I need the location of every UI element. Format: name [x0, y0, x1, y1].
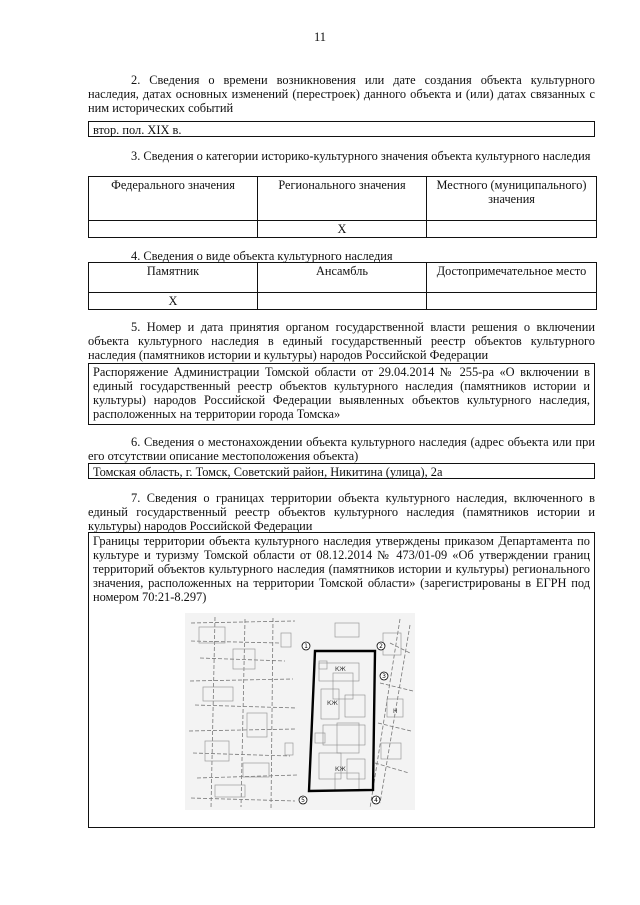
point-5-label: 5: [301, 797, 305, 804]
category-header-row: [89, 177, 597, 221]
point-1-marker: [302, 642, 310, 650]
section-3-heading: 3. Сведения о категории историко-культурного значения объекта культурного наследия: [131, 149, 591, 163]
col-local: Местного (муниципального) значения: [427, 177, 597, 221]
mark-local: [427, 221, 597, 238]
boundary-map: [185, 613, 415, 810]
point-3-label: 3: [382, 673, 386, 680]
col-monument: Памятник: [89, 263, 258, 293]
col-landmark: Достопримечательное место: [427, 263, 597, 293]
section-6-heading: 6. Сведения о местонахождении объекта культурного наследия (адрес объекта или при его отсутствии описание местоположения объекта): [88, 435, 595, 463]
type-header-row: [89, 263, 597, 293]
map-label-4: Н: [393, 708, 398, 715]
type-table: [88, 262, 597, 310]
mark-landmark: [427, 293, 597, 310]
page-number: 11: [313, 30, 327, 44]
category-table: [88, 176, 597, 238]
col-federal: Федерального значения: [89, 177, 258, 221]
point-4-label: 4: [374, 797, 378, 804]
map-label-3: КЖ: [335, 766, 346, 773]
section-2-value: втор. пол. XIX в.: [88, 121, 595, 137]
point-4-marker: [372, 796, 380, 804]
point-2-marker: [377, 642, 385, 650]
map-label-2: КЖ: [327, 700, 338, 707]
mark-monument: Х: [89, 293, 258, 310]
point-5-marker: [299, 796, 307, 804]
section-4-heading: 4. Сведения о виде объекта культурного наследия: [131, 249, 393, 263]
section-7-value: Границы территории объекта культурного наследия утверждены приказом Департамента по культуре и туризму Томской области от 08.12.2014 № 473/01-09 «Об утверждении границ территорий объектов культурного наследия (памятников истории и культуры) регионального значения, расположенных на территории Томской области» (зарегистрированы в ЕГРН под номером 70:21-8.297): [93, 534, 590, 604]
section-2-heading: 2. Сведения о времени возникновения или дате создания объекта культурного наследия, датах основных изменений (перестроек) данного объекта и (или) датах связанных с ним исторических событий: [88, 73, 595, 115]
map-label-1: КЖ: [335, 666, 346, 673]
mark-regional: Х: [258, 221, 427, 238]
category-mark-row: [89, 221, 597, 238]
point-2-label: 2: [379, 643, 383, 650]
col-ensemble: Ансамбль: [258, 263, 427, 293]
section-5-value: Распоряжение Администрации Томской области от 29.04.2014 № 255-ра «О включении в единый государственный реестр объектов культурного наследия (памятников истории и культуры) народов Российской Федерации выявленных объектов культурного наследия, расположенных на территории города Томска»: [88, 363, 595, 425]
mark-ensemble: [258, 293, 427, 310]
col-regional: Регионального значения: [258, 177, 427, 221]
section-7-heading: 7. Сведения о границах территории объекта культурного наследия, включенного в единый государственный реестр объектов культурного наследия (памятников истории и культуры) народов Российской Федерации: [88, 491, 595, 533]
point-3-marker: [380, 672, 388, 680]
point-1-label: 1: [304, 643, 308, 650]
mark-federal: [89, 221, 258, 238]
section-5-heading: 5. Номер и дата принятия органом государственной власти решения о включении объекта культурного наследия в единый государственный реестр объектов культурного наследия (памятников истории и культуры) народов Российской Федерации: [88, 320, 595, 362]
section-6-value: Томская область, г. Томск, Советский район, Никитина (улица), 2а: [88, 463, 595, 479]
type-mark-row: [89, 293, 597, 310]
